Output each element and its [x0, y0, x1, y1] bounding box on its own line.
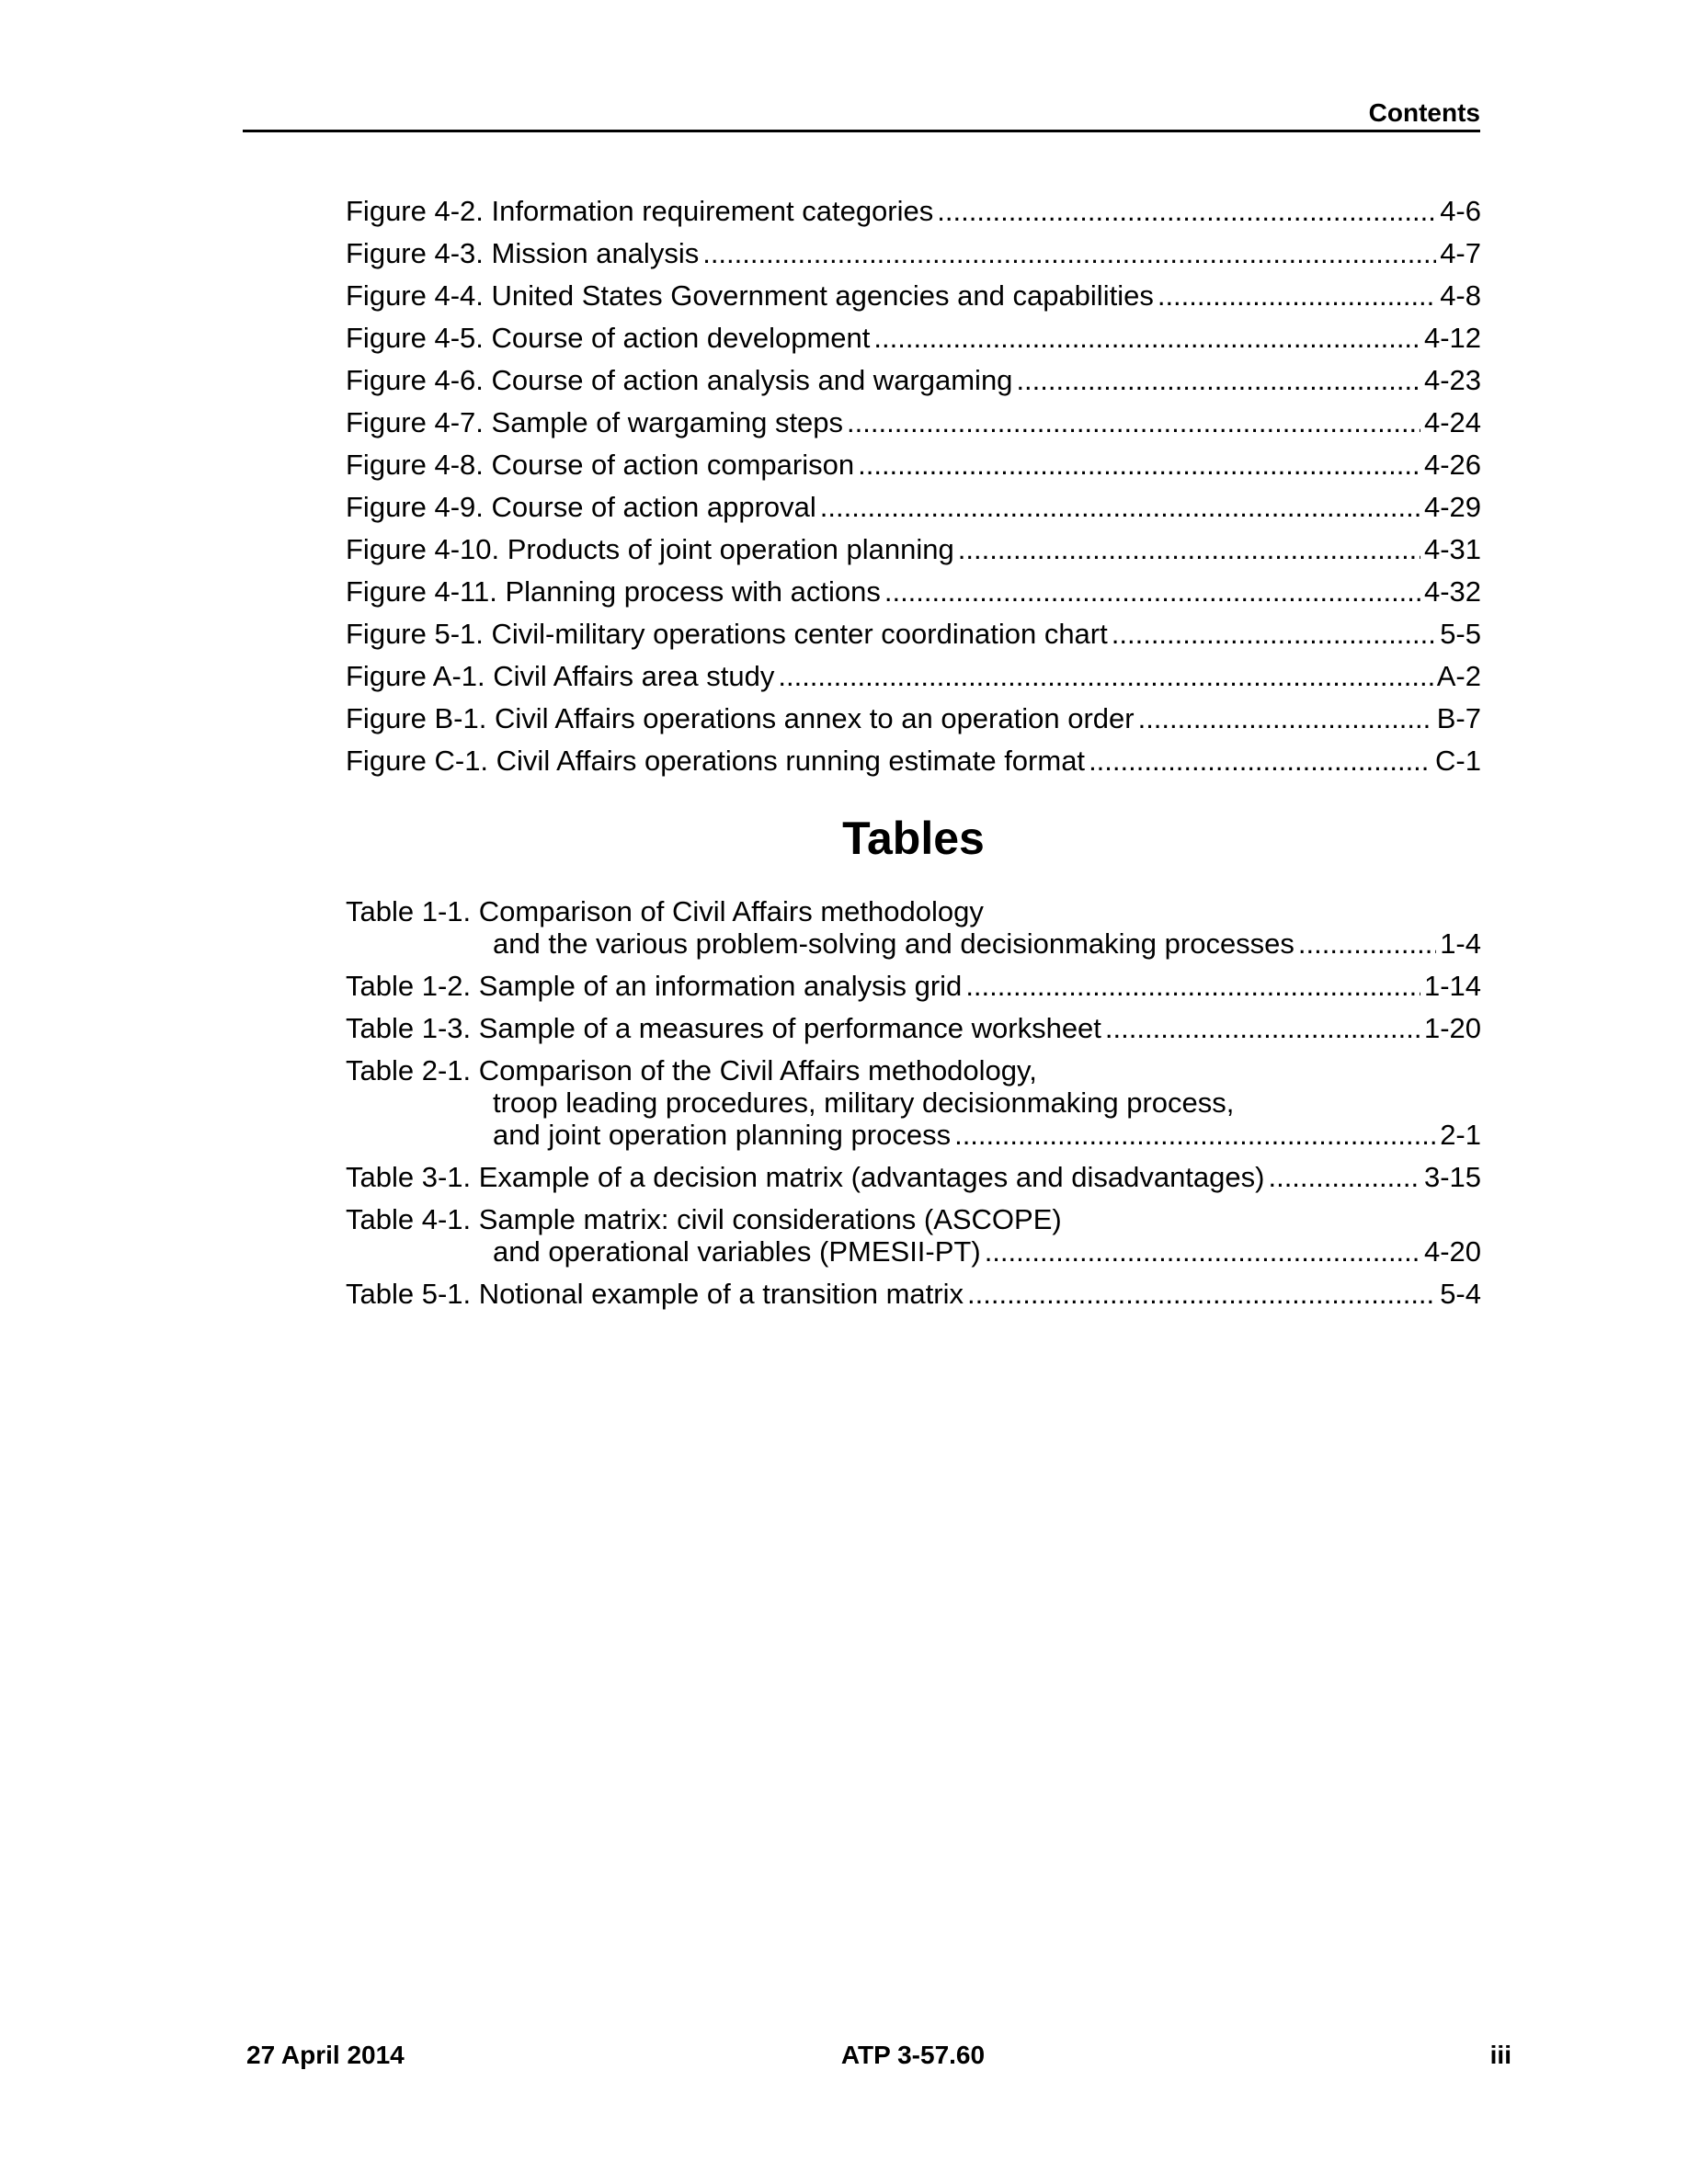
dot-leader: [702, 237, 1436, 269]
dot-leader: [778, 660, 1432, 692]
entry-title: Figure A-1. Civil Affairs area study: [346, 660, 775, 692]
entry-title: Table 5-1. Notional example of a transition matrix: [346, 1278, 964, 1310]
dot-leader: [1298, 927, 1436, 960]
toc-entry[interactable]: [346, 895, 1481, 960]
page-number: 4-26: [1423, 449, 1481, 481]
dot-leader: [1138, 702, 1433, 734]
entry-title-line: and joint operation planning process: [493, 1119, 952, 1151]
running-header-title: Contents: [1368, 98, 1480, 127]
entry-title-line: and operational variables (PMESII-PT): [493, 1235, 981, 1268]
page-number: B-7: [1436, 702, 1481, 734]
toc-entry[interactable]: [346, 970, 1481, 1002]
toc-entry[interactable]: [346, 279, 1481, 312]
page-number: 5-4: [1440, 1278, 1481, 1310]
dot-leader: [847, 406, 1420, 438]
toc-entry[interactable]: [346, 575, 1481, 608]
entry-title-line: Table 2-1. Comparison of the Civil Affairs methodology,: [346, 1054, 1037, 1086]
tables-heading: Tables: [842, 813, 985, 864]
page-number: 4-31: [1423, 533, 1481, 565]
footer-date: 27 April 2014: [246, 2041, 405, 2069]
list-of-tables: [346, 895, 1481, 1320]
footer-publication-number: ATP 3-57.60: [840, 2041, 986, 2069]
entry-title: Figure 4-6. Course of action analysis and wargaming: [346, 364, 1013, 396]
toc-entry[interactable]: [346, 1161, 1481, 1193]
toc-entry[interactable]: [346, 237, 1481, 269]
dot-leader: [884, 575, 1420, 608]
toc-entry[interactable]: [346, 702, 1481, 734]
entry-title: Table 1-3. Sample of a measures of performance worksheet: [346, 1012, 1101, 1044]
toc-entry[interactable]: [346, 1203, 1481, 1268]
toc-entry[interactable]: [346, 1054, 1481, 1151]
dot-leader: [1016, 364, 1420, 396]
toc-entry[interactable]: [346, 449, 1481, 481]
page-number: 4-8: [1440, 279, 1481, 312]
page-number: 4-32: [1423, 575, 1481, 608]
entry-title-line: and the various problem-solving and decisionmaking processes: [493, 927, 1295, 960]
entry-title-line: troop leading procedures, military decisionmaking process,: [493, 1086, 1235, 1119]
toc-entry[interactable]: [346, 322, 1481, 354]
toc-entry[interactable]: [346, 1012, 1481, 1044]
dot-leader: [958, 533, 1420, 565]
dot-leader: [1268, 1161, 1420, 1193]
toc-entry[interactable]: [346, 660, 1481, 692]
dot-leader: [1105, 1012, 1420, 1044]
page-number: 4-29: [1423, 491, 1481, 523]
entry-title: Figure 4-11. Planning process with actions: [346, 575, 881, 608]
dot-leader: [967, 1278, 1436, 1310]
dot-leader: [965, 970, 1420, 1002]
entry-title: Figure B-1. Civil Affairs operations annex to an operation order: [346, 702, 1135, 734]
toc-entry[interactable]: [346, 745, 1481, 777]
entry-title: Figure 4-2. Information requirement categories: [346, 195, 934, 227]
page-number: 1-20: [1423, 1012, 1481, 1044]
entry-title: Figure C-1. Civil Affairs operations running estimate format: [346, 745, 1086, 777]
entry-title: Figure 4-4. United States Government agencies and capabilities: [346, 279, 1154, 312]
entry-title: Figure 5-1. Civil-military operations center coordination chart: [346, 618, 1108, 650]
page-number: 3-15: [1423, 1161, 1481, 1193]
page-number: 1-4: [1440, 927, 1481, 960]
entry-title-line: Table 1-1. Comparison of Civil Affairs methodology: [346, 895, 984, 927]
toc-entry[interactable]: [346, 533, 1481, 565]
toc-entry[interactable]: [346, 364, 1481, 396]
list-of-figures: [346, 195, 1481, 787]
page-number: 5-5: [1440, 618, 1481, 650]
entry-title: Figure 4-8. Course of action comparison: [346, 449, 855, 481]
toc-entry[interactable]: [346, 406, 1481, 438]
entry-title: Figure 4-9. Course of action approval: [346, 491, 816, 523]
entry-title-line: Table 4-1. Sample matrix: civil considerations (ASCOPE): [346, 1203, 1062, 1235]
page-number: 4-6: [1440, 195, 1481, 227]
entry-title: Figure 4-3. Mission analysis: [346, 237, 700, 269]
dot-leader: [1158, 279, 1436, 312]
page-number: 4-20: [1423, 1235, 1481, 1268]
dot-leader: [858, 449, 1420, 481]
entry-title: Table 1-2. Sample of an information analysis grid: [346, 970, 963, 1002]
dot-leader: [1112, 618, 1436, 650]
page-number: 4-23: [1423, 364, 1481, 396]
page-number: C-1: [1435, 745, 1481, 777]
toc-entry[interactable]: [346, 491, 1481, 523]
page-number: 2-1: [1440, 1119, 1481, 1151]
toc-entry[interactable]: [346, 618, 1481, 650]
entry-title: Figure 4-7. Sample of wargaming steps: [346, 406, 844, 438]
page-number: 4-12: [1423, 322, 1481, 354]
header-rule: [243, 130, 1480, 132]
page-number: 4-24: [1423, 406, 1481, 438]
entry-title: Table 3-1. Example of a decision matrix (advantages and disadvantages): [346, 1161, 1265, 1193]
toc-entry[interactable]: [346, 195, 1481, 227]
entry-title: Figure 4-10. Products of joint operation planning: [346, 533, 954, 565]
dot-leader: [1089, 745, 1431, 777]
footer-page-number: iii: [1489, 2041, 1511, 2069]
dot-leader: [985, 1235, 1420, 1268]
dot-leader: [820, 491, 1420, 523]
dot-leader: [954, 1119, 1436, 1151]
page-number: 1-14: [1423, 970, 1481, 1002]
dot-leader: [937, 195, 1436, 227]
dot-leader: [873, 322, 1420, 354]
page-number: 4-7: [1440, 237, 1481, 269]
toc-entry[interactable]: [346, 1278, 1481, 1310]
entry-title: Figure 4-5. Course of action development: [346, 322, 871, 354]
page-number: A-2: [1436, 660, 1481, 692]
